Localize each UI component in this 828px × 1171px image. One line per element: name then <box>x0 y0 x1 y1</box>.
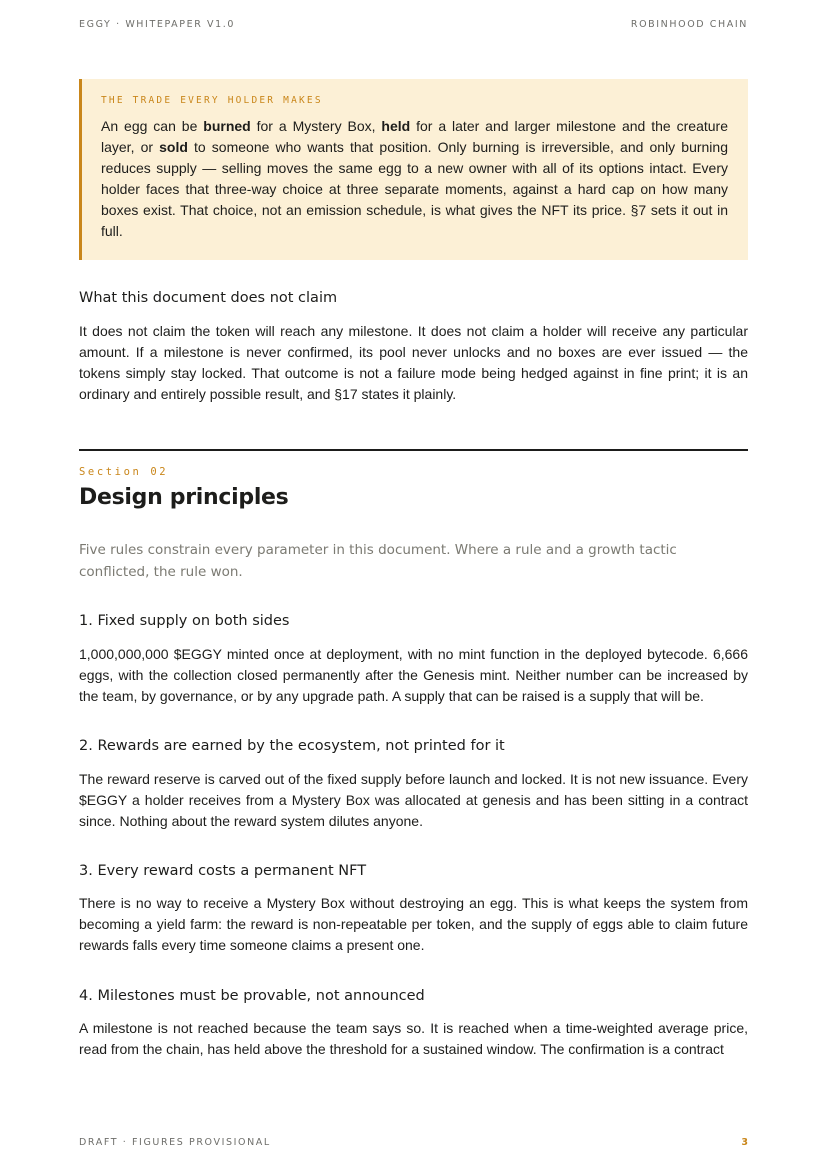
page-number: 3 <box>741 1137 748 1148</box>
section-title: Design principles <box>79 485 289 510</box>
not-claim-body: It does not claim the token will reach any milestone. It does not claim a holder will receive any particular amount. If a milestone is never confirmed, its pool never unlocks and no boxes are ever issued — the tokens simply stay locked. That outcome is not a failure mode being hedged against in fine print; it is an ordinary and entirely possible result, and §17 states it plainly. <box>79 323 748 402</box>
callout-text-3: for a later and larger milestone and the creature layer, or <box>101 118 728 155</box>
callout-title: THE TRADE EVERY HOLDER MAKES <box>101 95 323 106</box>
callout-text-2: for a Mystery Box, <box>250 118 382 134</box>
header-doc-title: EGGY · WHITEPAPER V1.0 <box>79 19 236 30</box>
callout-body <box>101 116 728 242</box>
header-chain-name: ROBINHOOD CHAIN <box>630 19 748 30</box>
section-label: Section 02 <box>79 466 169 478</box>
principle-4-heading: 4. Milestones must be provable, not announced <box>79 988 425 1004</box>
principle-1-body: 1,000,000,000 $EGGY minted once at deployment, with no mint function in the deployed bytecode. 6,666 eggs, with the collection closed permanently after the Genesis mint. Neither number can be increased by the team, by governance, or by any upgrade path. A supply that can be raised is a supply that will be. <box>79 646 748 704</box>
principle-3-heading: 3. Every reward costs a permanent NFT <box>79 863 367 879</box>
callout-text-1: An egg can be <box>101 118 204 134</box>
principle-2-heading: 2. Rewards are earned by the ecosystem, not printed for it <box>79 738 505 754</box>
running-header <box>79 19 748 30</box>
callout-term-held: held <box>381 118 411 134</box>
footer-status: DRAFT · FIGURES PROVISIONAL <box>79 1137 271 1148</box>
section-divider <box>79 449 748 451</box>
principle-3-body: There is no way to receive a Mystery Box without destroying an egg. This is what keeps the system from becoming a yield farm: the reward is non-repeatable per token, and the supply of eggs able to claim future rewards falls every time someone claims a present one. <box>79 895 748 953</box>
callout-text-4: to someone who wants that position. Only burning is irreversible, and only burning reduces supply — selling moves the same egg to a new owner with all of its options intact. Every holder faces that three-way choice at three separate moments, against a hard cap on how many boxes exist. That choice, not an emission schedule, is what gives the NFT its price. §7 sets it out in full. <box>101 139 728 239</box>
running-footer <box>79 1137 748 1148</box>
principle-4-body: A milestone is not reached because the team says so. It is reached when a time-weighted average price, read from the chain, has held above the threshold for a sustained window. The confirmation is a contract <box>79 1020 748 1057</box>
document-page <box>79 0 748 1171</box>
holder-trade-callout <box>79 79 748 260</box>
callout-term-burned: burned <box>203 118 251 134</box>
callout-term-sold: sold <box>159 139 188 155</box>
section-lede: Five rules constrain every parameter in this document. Where a rule and a growth tactic conflicted, the rule won. <box>79 542 677 580</box>
principle-1-heading: 1. Fixed supply on both sides <box>79 613 290 629</box>
principle-2-body: The reward reserve is carved out of the fixed supply before launch and locked. It is not new issuance. Every $EGGY a holder receives from a Mystery Box was allocated at genesis and has been sitting in a contract since. Nothing about the reward system dilutes anyone. <box>79 771 748 829</box>
not-claim-heading: What this document does not claim <box>79 290 338 306</box>
